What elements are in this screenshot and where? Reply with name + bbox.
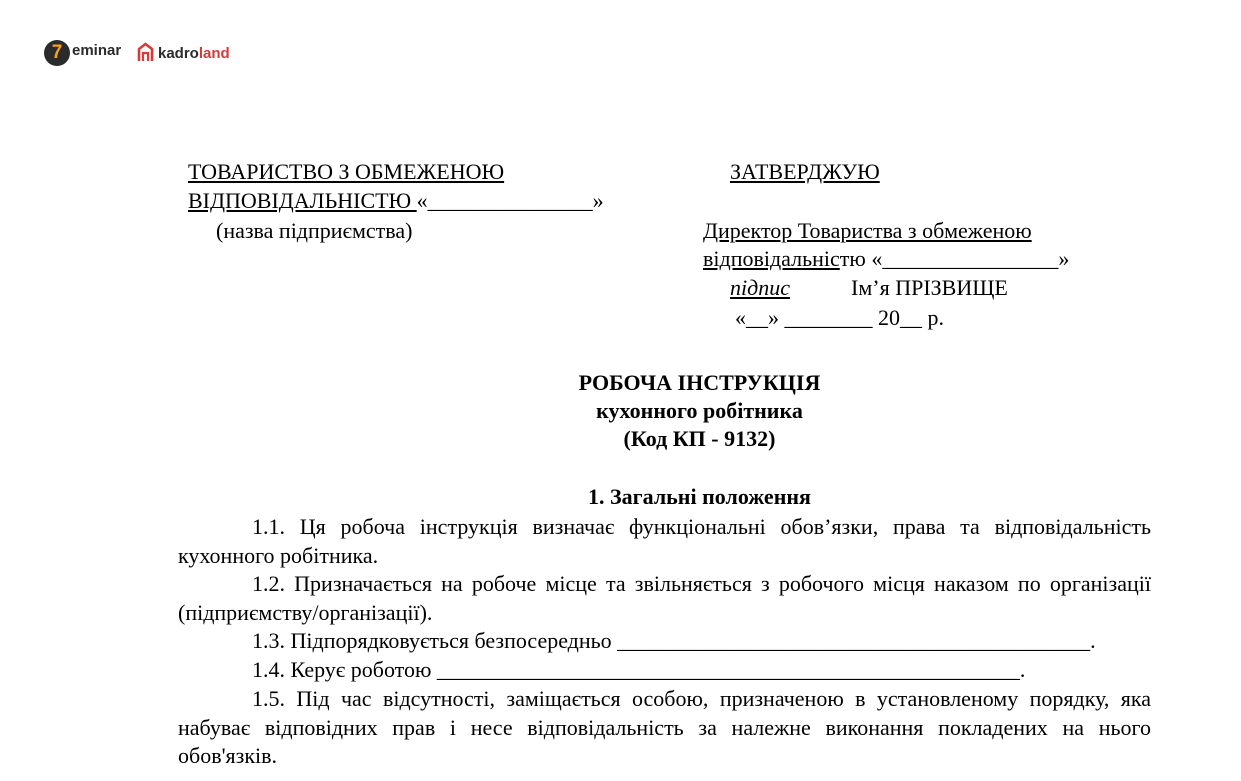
- director-line1: Директор Товариства з обмеженою: [703, 218, 1032, 243]
- seminar-logo-word: eminar: [72, 42, 122, 59]
- signature-label: підпис: [730, 275, 791, 300]
- approve-heading: ЗАТВЕРДЖУЮ: [730, 159, 880, 184]
- kadroland-logo-part-b: land: [198, 45, 230, 62]
- paragraph-1-4: 1.4. Керує роботою _____________________________________________________.: [252, 657, 1026, 682]
- paragraph-1-5: 1.5. Під час відсутності, заміщається особою, призначеною в установленому порядку, яка набуває відповідних прав і несе відповідальність за належне виконання покладених на нього обов'язків.: [178, 686, 1151, 768]
- paragraph-1-3: 1.3. Підпорядковується безпосередньо ___________________________________________.: [252, 628, 1096, 653]
- name-label: Ім’я ПРІЗВИЩЕ: [851, 275, 1008, 300]
- section-1-heading: 1. Загальні положення: [588, 484, 811, 509]
- paragraph-1-1: 1.1. Ця робоча інструкція визначає функціональні обов’язки, права та відповідальність кухонного робітника.: [178, 514, 1151, 568]
- kadroland-house-icon: [137, 42, 154, 63]
- approval-date-line: «__» ________ 20__ р.: [735, 305, 944, 330]
- director-line2-underlined: відповідальніс: [703, 246, 840, 271]
- kadroland-logo-word: [158, 45, 230, 62]
- seminar-logo-digit: 7: [51, 42, 63, 63]
- company-name-line1: ТОВАРИСТВО З ОБМЕЖЕНОЮ: [188, 159, 505, 184]
- document-subtitle: кухонного робітника: [596, 398, 803, 423]
- document-title: РОБОЧА ІНСТРУКЦІЯ: [578, 370, 821, 395]
- paragraph-1-2: 1.2. Призначається на робоче місце та звільняється з робочого місця наказом по організації (підприємству/організації).: [178, 571, 1151, 625]
- kadroland-logo-part-a: kadro: [158, 45, 199, 62]
- document-code: (Код КП - 9132): [623, 426, 776, 451]
- company-name-line2-underlined: ВІДПОВІДАЛЬНІСТЮ: [188, 188, 417, 213]
- director-line2: [703, 245, 1069, 273]
- seminar-logo-mark: [44, 40, 70, 66]
- company-name-line2: [188, 187, 604, 215]
- director-line2-blank: тю «________________»: [839, 246, 1070, 271]
- company-name-caption: (назва підприємства): [216, 218, 413, 243]
- company-name-blank: «_______________»: [416, 188, 604, 213]
